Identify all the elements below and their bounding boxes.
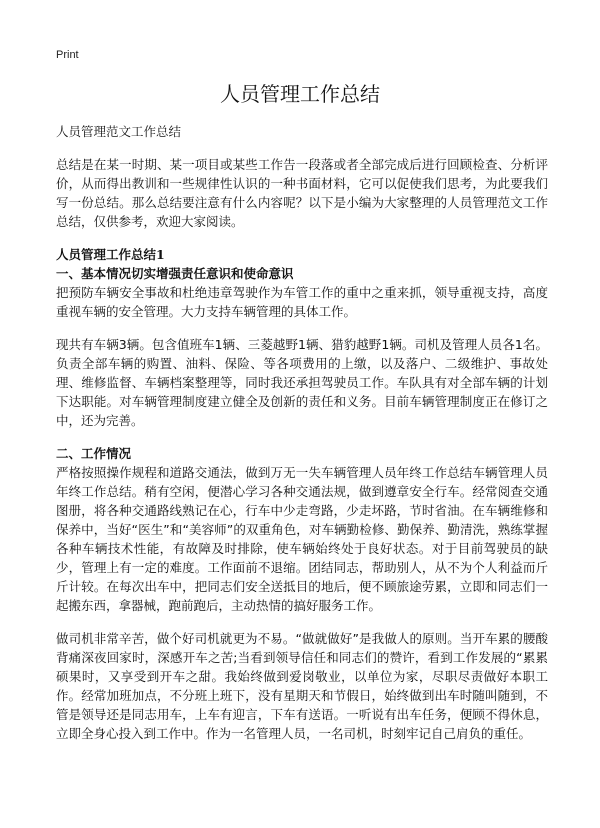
part2-paragraph-2: 做司机非常辛苦，做个好司机就更为不易。“做就做好”是我做人的原则。当开车累的腰酸背痛深夜回家时，深感开车之苦;当看到领导信任和同志们的赞许，看到工作发展的“累累硕果时，又享受到开车之甜。我始终做到爱岗敬业，以单位为家，尽职尽责做好本职工作。经常加班加点，不分班上班下，没有星期天和节假日，始终做到出车时随叫随到，不管是领导还是同志用车，上车有迎言，下车有送语。一听说有出车任务，便顾不得休息，立即全身心投入到工作中。作为一名管理人员，一名司机，时刻牢记自己肩负的重任。 (56, 631, 548, 741)
page-title: 人员管理工作总结 (220, 82, 380, 106)
part1-heading: 一、基本情况切实增强责任意识和使命意识 (56, 266, 294, 281)
intro-paragraph: 总结是在某一时期、某一项目或某些工作告一段落或者全部完成后进行回顾检查、分析评价，从而得出教训和一些规律性认识的一种书面材料，它可以促使我们思考，为此要我们写一份总结。那么总结要注意有什么内容呢？以下是小编为大家整理的人员管理范文工作总结，仅供参考，欢迎大家阅读。 (56, 157, 548, 229)
print-link[interactable]: Print (56, 49, 79, 61)
part1-paragraph-1: 把预防车辆安全事故和杜绝违章驾驶作为车管工作的重中之重来抓，领导重视支持，高度重视车辆的安全管理。大力支持车辆管理的具体工作。 (56, 285, 548, 319)
part1-paragraph-2: 现共有车辆3辆。包含值班车1辆、三菱越野1辆、猎豹越野1辆。司机及管理人员各1名。负责全部车辆的购置、油料、保险、等各项费用的上缴，以及落户、二级维护、事故处理、维修监督、车辆档案整理等，同时我还承担驾驶员工作。车队具有对全部车辆的计划下达职能。对车辆管理制度建立健全及创新的责任和义务。目前车辆管理制度正在修订之中，还为完善。 (56, 337, 548, 428)
document-subtitle: 人员管理范文工作总结 (56, 124, 182, 139)
part2-paragraph-1: 严格按照操作规程和道路交通法，做到万无一失车辆管理人员年终工作总结车辆管理人员年终工作总结。稍有空闲，便潜心学习各种交通法规，做到遵章安全行车。经常阅查交通图册，将各种交通路线熟记在心，行车中少走弯路，少走坏路，节时省油。在车辆维修和保养中，当好“医生”和“美容师”的双重角色，对车辆勤检修、勤保养、勤清洗，熟练掌握各种车辆技术性能，有故障及时排除，使车辆始终处于良好状态。对于目前驾驶员的缺少，管理上有一定的难度。工作面前不退缩。团结同志，帮助别人，从不为个人利益而斤斤计较。在每次出车中，把同志们安全送抵目的地后，便不顾旅途劳累，立即和同志们一起搬东西，拿器械，跑前跑后，主动热情的搞好服务工作。 (56, 465, 548, 613)
document-body (56, 122, 548, 757)
part2-heading: 二、工作情况 (56, 446, 132, 461)
section-title: 人员管理工作总结1 (56, 247, 165, 262)
